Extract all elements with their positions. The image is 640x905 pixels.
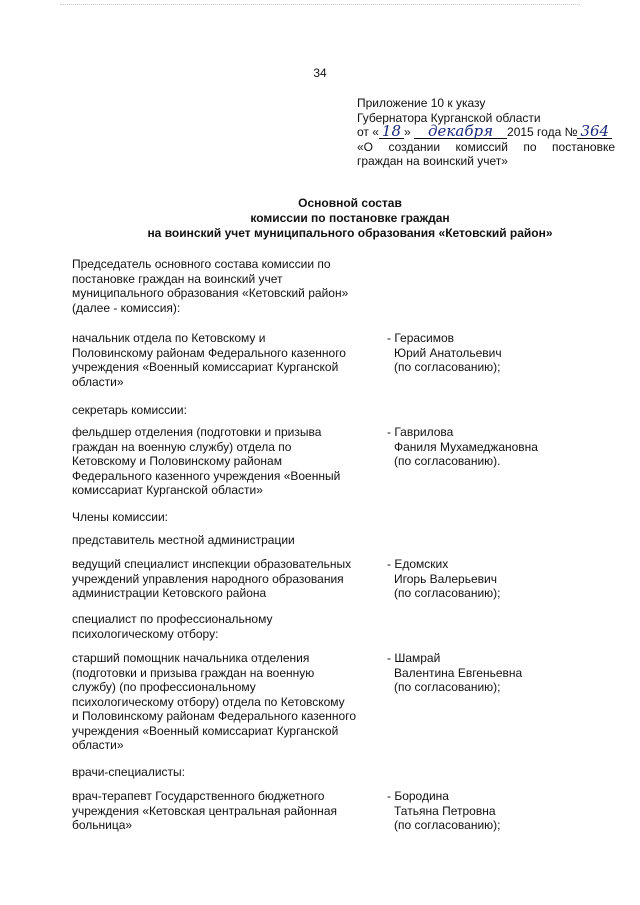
text-line: Половинскому районам Федерального казенного — [72, 345, 346, 360]
person-note: (по согласованию); — [394, 360, 501, 374]
date-prefix: от « — [357, 125, 379, 139]
secretary-heading: секретарь комиссии: — [72, 403, 187, 417]
text-line: (далее - комиссия): — [72, 300, 181, 315]
person-surname: - Шамрай — [387, 651, 441, 665]
appendix-reference — [357, 96, 615, 169]
text-line: врач-терапевт Государственного бюджетного — [72, 789, 325, 803]
doctor-person — [387, 789, 627, 833]
appendix-subject-line: граждан на воинский учет» — [357, 154, 508, 168]
appendix-line: Губернатора Курганской области — [357, 110, 541, 125]
person-name: Валентина Евгеньевна — [394, 665, 523, 680]
page-number: 34 — [313, 66, 327, 80]
secretary-role — [72, 425, 372, 498]
text-line: психологическому отбору) отдела по Кетовскому — [72, 694, 345, 709]
text-line: начальник отдела по Кетовскому и — [72, 331, 266, 345]
text-line: комиссариат Курганской области» — [72, 483, 263, 497]
person-note: (по согласованию); — [394, 818, 501, 832]
title-line: комиссии по постановке граждан — [250, 211, 450, 225]
appendix-date-line — [357, 122, 615, 140]
members-heading: Члены комиссии: — [72, 510, 169, 524]
date-mid: » — [404, 125, 411, 139]
person-note: (по согласованию); — [394, 680, 501, 694]
document-title — [60, 196, 640, 241]
psych-person — [387, 651, 627, 695]
text-line: Федерального казенного учреждения «Военный — [72, 468, 341, 483]
text-line: Председатель основного состава комиссии по — [72, 257, 331, 271]
appendix-subject-line: «О создании комиссий по постановке — [357, 139, 615, 154]
text-line: области» — [72, 374, 124, 389]
person-surname: - Герасимов — [387, 331, 455, 345]
text-line: специалист по профессиональному — [72, 612, 273, 626]
text-line: области» — [72, 738, 124, 752]
title-line: на воинский учет муниципального образования «Кетовский район» — [147, 226, 553, 240]
person-surname: - Едомских — [387, 557, 449, 571]
text-line: учреждения «Военный комиссариат Курганской — [72, 360, 339, 374]
chairman-heading — [72, 257, 372, 315]
text-line: психологическому отбору: — [72, 626, 219, 641]
appendix-line: Приложение 10 к указу — [357, 96, 486, 110]
chairman-role — [72, 331, 372, 389]
doctors-heading: врачи-специалисты: — [72, 765, 185, 779]
title-line: Основной состав — [298, 196, 402, 210]
text-line: Кетовскому и Половинскому районам — [72, 454, 282, 468]
text-line: службу) (по профессиональному — [72, 680, 256, 694]
text-line: (подготовки и призыва граждан на военную — [72, 665, 315, 680]
text-line: больница» — [72, 818, 133, 832]
text-line: и Половинскому районам Федерального казенного — [72, 709, 357, 723]
text-line: старший помощник начальника отделения — [72, 651, 310, 665]
text-line: фельдшер отделения (подготовки и призыва — [72, 425, 322, 439]
text-line: администрации Кетовского района — [72, 586, 267, 600]
admin-person — [387, 557, 627, 601]
person-surname: - Бородина — [387, 789, 449, 803]
text-line: учреждения «Кетовская центральная районная — [72, 803, 337, 818]
text-line: муниципального образования «Кетовский район» — [72, 286, 349, 300]
person-name: Игорь Валерьевич — [394, 571, 497, 586]
handwritten-day: 18 — [379, 125, 404, 139]
admin-role — [72, 557, 372, 601]
person-note: (по согласованию). — [394, 454, 501, 468]
handwritten-month: декабря — [414, 125, 507, 139]
handwritten-order-number: 364 — [577, 125, 612, 139]
person-surname: - Гаврилова — [387, 425, 454, 439]
text-line: учреждения «Военный комиссариат Курганской — [72, 723, 339, 738]
text-line: ведущий специалист инспекции образовательных — [72, 557, 352, 571]
text-line: учреждений управления народного образования — [72, 571, 344, 586]
text-line: постановке граждан на воинский учет — [72, 271, 283, 286]
person-name: Фаниля Мухамеджановна — [394, 439, 538, 454]
date-year: 2015 года № — [507, 125, 578, 139]
local-admin-heading: представитель местной администрации — [72, 533, 295, 547]
text-line: граждан на военную службу) отдела по — [72, 439, 292, 454]
scan-header-artifact — [60, 4, 580, 7]
secretary-person — [387, 425, 627, 469]
person-name: Татьяна Петровна — [394, 803, 496, 818]
doctor-role — [72, 789, 372, 833]
person-note: (по согласованию); — [394, 586, 501, 600]
psych-role — [72, 651, 372, 753]
chairman-person — [387, 331, 627, 375]
psych-heading — [72, 612, 372, 641]
person-name: Юрий Анатольевич — [394, 345, 502, 360]
